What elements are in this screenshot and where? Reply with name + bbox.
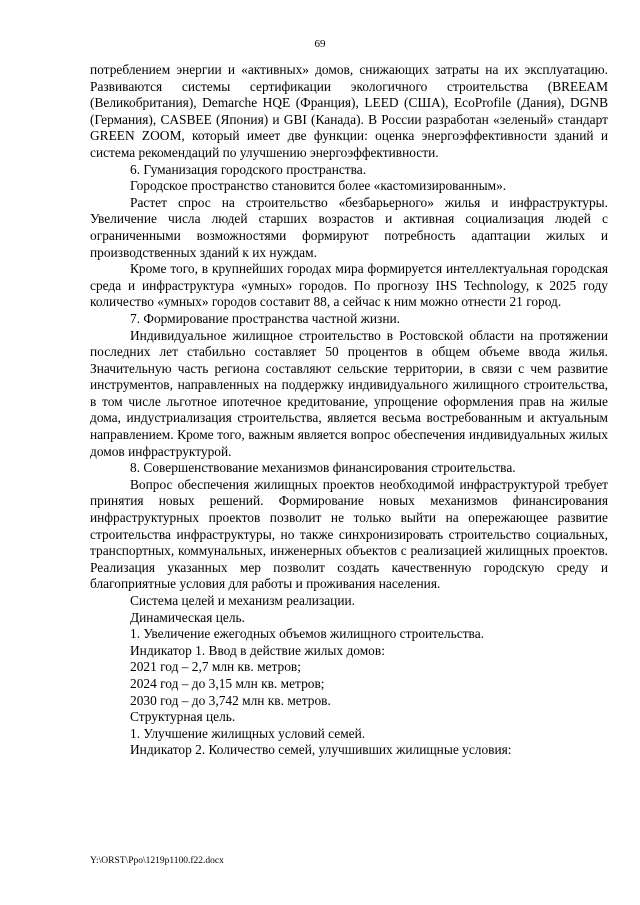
heading-private-life: 7. Формирование пространства частной жизни. (130, 310, 401, 326)
body-text (90, 62, 608, 759)
paragraph-individual-housing: Индивидуальное жилищное строительство в Ростовской области на протяжении последних лет стабильно составляет 50 процентов в общем объеме ввода жилья. Значительную часть региона составляют сельские территории, в связи с чем развитие инструментов, направленных на поддержку индивидуального жилищного строительства, в том числе льготное ипотечное кредитование, упрощение оформления прав на жилые дома, индустриализация строительства, является весьма востребованным и актуальным направлением. Кроме того, важным является вопрос обеспечения индивидуальных жилых домов инфраструктурой. (90, 327, 608, 459)
paragraph-customized-space: Городское пространство становится более «кастомизированным». (130, 178, 507, 194)
heading-goals-system: Система целей и механизм реализации. (130, 593, 356, 608)
indicator-1-value-2021: 2021 год – 2,7 млн кв. метров; (130, 659, 301, 675)
goal-item-structural-1: 1. Улучшение жилищных условий семей. (130, 725, 366, 741)
paragraph-smart-cities: Кроме того, в крупнейших городах мира формируется интеллектуальная городская среда и инфраструктура «умных» городов. По прогнозу IHS Technology, к 2025 году количество «умных» городов составит 88, а сейчас к ним можно отнести 21 город. (90, 261, 608, 310)
page-number: 69 (314, 38, 326, 50)
indicator-1-value-2030: 2030 год – до 3,742 млн кв. метров. (130, 692, 331, 708)
paragraph-barrier-free: Растет спрос на строительство «безбарьерного» жилья и инфраструктуры. Увеличение числа людей старших возрастов и активная социализация людей с ограниченными возможностями формируют потребность адаптации жилых и производственных зданий к их нуждам. (90, 194, 608, 260)
indicator-2: Индикатор 2. Количество семей, улучшивших жилищные условия: (130, 742, 512, 758)
paragraph-infrastructure: Вопрос обеспечения жилищных проектов необходимой инфраструктурой требует принятия новых решений. Формирование новых механизмов финансирования инфраструктурных проектов позволит не только выйти на опережающее развитие строительства инфраструктуры, но также синхронизировать строительство социальных, транспортных, коммунальных, инженерных объектов с реализацией жилищных проектов. Реализация указанных мер позволит создать качественную городскую среду и благоприятные условия для работы и проживания населения. (90, 476, 608, 592)
file-path-footer: Y:\ORST\Ppo\1219p1100.f22.docx (90, 856, 224, 866)
heading-humanization: 6. Гуманизация городского пространства. (130, 161, 367, 177)
heading-financing: 8. Совершенствование механизмов финансирования строительства. (130, 460, 516, 476)
heading-dynamic-goal: Динамическая цель. (130, 609, 246, 625)
heading-structural-goal: Структурная цель. (130, 709, 236, 725)
paragraph-green-certification: потреблением энергии и «активных» домов, снижающих затраты на их эксплуатацию. Развиваются системы сертификации экологичного строительства (BREEAM (Великобритания), Demarche HQE (Франция), LEED (США), EcoProfile (Дания), DGNB (Германия), CASBEE (Япония) и GBI (Канада). В России разработан «зеленый» стандарт GREEN ZOOM, который имеет две функции: оценка энергоэффективности зданий и система рекомендаций по улучшению энергоэффективности. (90, 62, 608, 160)
goal-item-1: 1. Увеличение ежегодных объемов жилищного строительства. (130, 626, 484, 642)
indicator-1-value-2024: 2024 год – до 3,15 млн кв. метров; (130, 675, 325, 691)
indicator-1: Индикатор 1. Ввод в действие жилых домов: (130, 642, 385, 658)
